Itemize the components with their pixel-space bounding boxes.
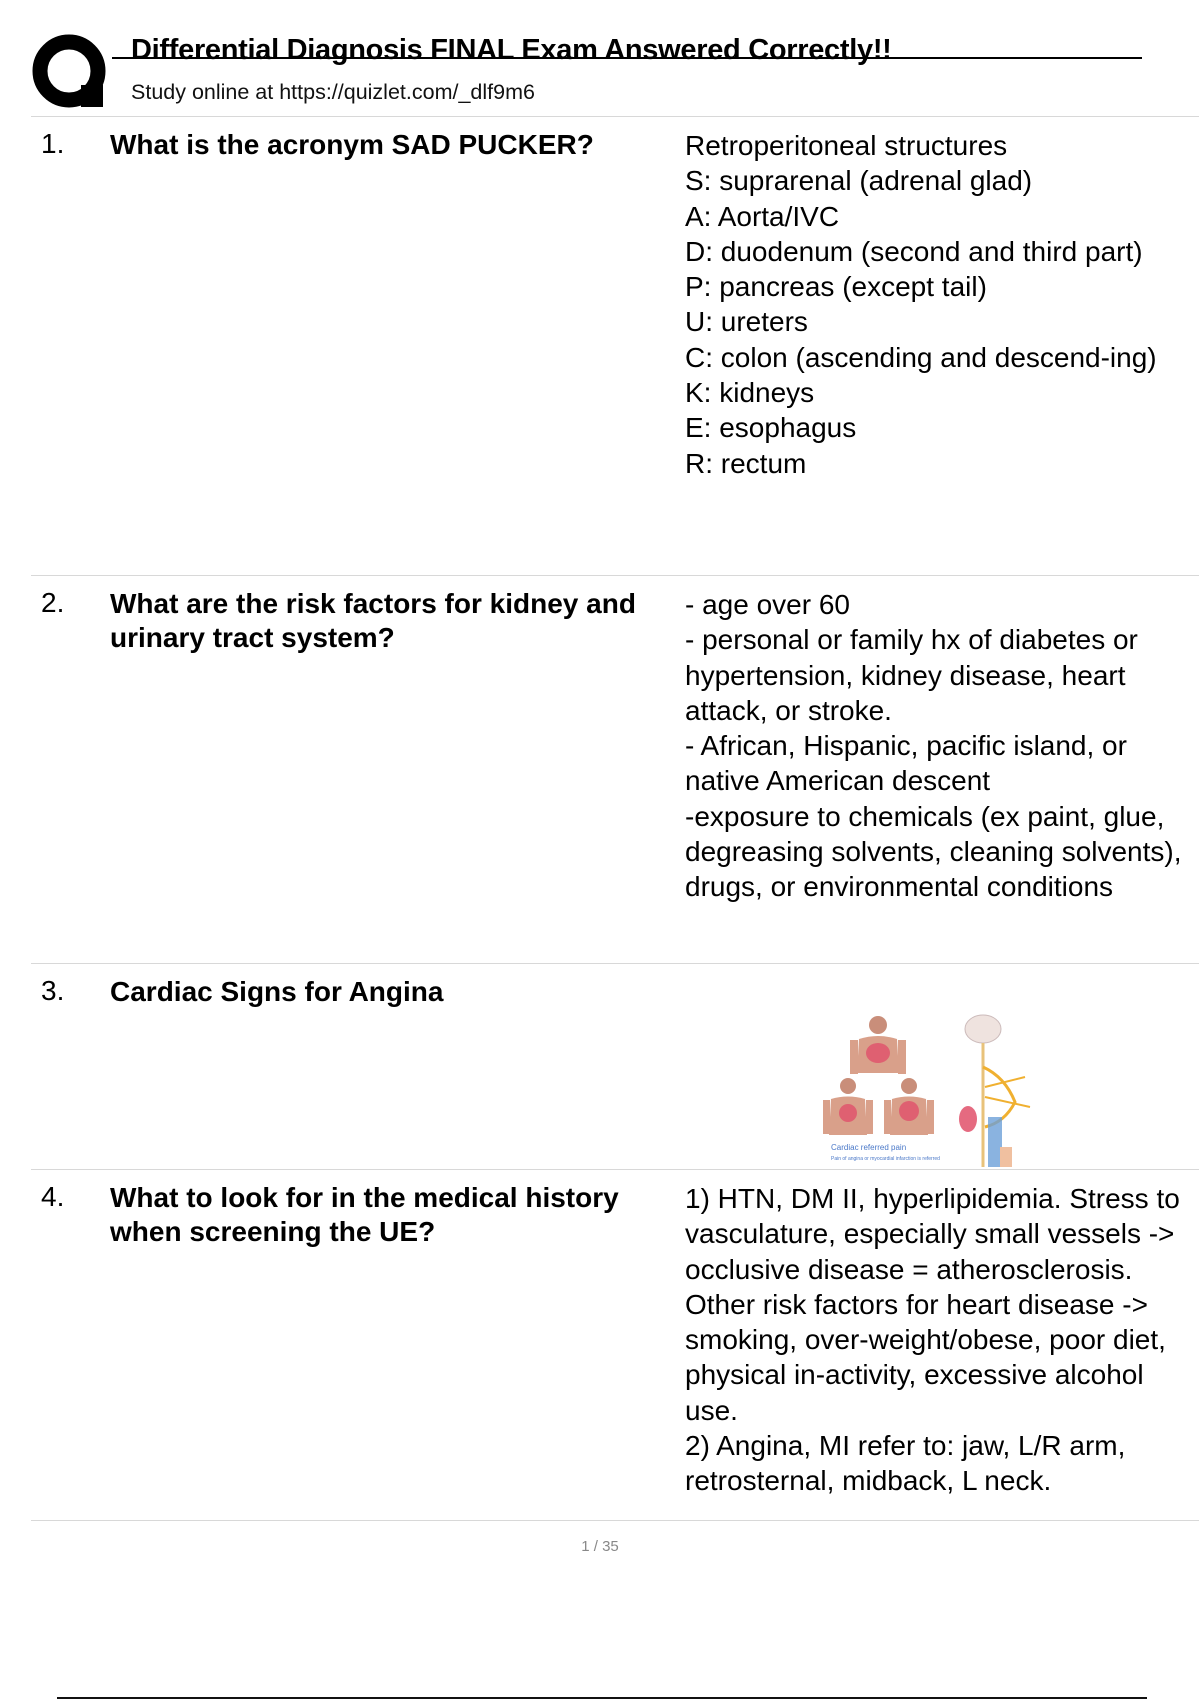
card-answer-image	[685, 964, 1199, 1169]
card-question: Cardiac Signs for Angina	[110, 976, 444, 1007]
page-indicator: 1 / 35	[581, 1538, 619, 1555]
card-question: What are the risk factors for kidney and urinary tract system?	[110, 588, 636, 653]
card-question: What to look for in the medical history when screening the UE?	[110, 1182, 619, 1247]
neural-pathway-diagram	[959, 1015, 1030, 1167]
flashcard-list	[31, 116, 1199, 1521]
card-answer: Retroperitoneal structures S: suprarenal (adrenal glad) A: Aorta/IVC D: duodenum (second and third part) P: pancreas (except tail) U: ureters C: colon (ascending and descend-ing) K: kidneys E: esophagus R: rectum	[685, 130, 1157, 479]
footer-divider	[57, 1697, 1147, 1699]
card-list-end-divider	[31, 1520, 1199, 1521]
card-number: 1.	[41, 128, 65, 159]
image-subcaption: Pain of angina or myocardial infarction is referred	[831, 1156, 940, 1163]
card-number: 3.	[41, 975, 65, 1006]
cardiac-referred-pain-illustration	[685, 1007, 1199, 1187]
flashcard	[31, 575, 1199, 963]
card-answer: - age over 60 - personal or family hx of diabetes or hypertension, kidney disease, heart attack, or stroke. - African, Hispanic, pacific island, or native American descent -exposure to chemicals (ex paint, glue, degreasing solvents, cleaning solvents), drugs, or environmental conditions	[685, 589, 1182, 903]
card-question: What is the acronym SAD PUCKER?	[110, 129, 594, 160]
image-caption: Cardiac referred pain	[831, 1143, 907, 1153]
flashcard	[31, 116, 1199, 575]
study-online-link[interactable]: Study online at https://quizlet.com/_dlf9m6	[131, 80, 535, 104]
flashcard	[31, 963, 1199, 1169]
figure-front-right	[884, 1078, 934, 1135]
document-title: Differential Diagnosis FINAL Exam Answered Correctly!!	[131, 34, 892, 66]
quizlet-logo-icon	[31, 33, 111, 113]
flashcard	[31, 1169, 1199, 1520]
figure-front	[850, 1016, 906, 1074]
figure-back-left	[823, 1078, 873, 1135]
card-answer: 1) HTN, DM II, hyperlipidemia. Stress to vasculature, especially small vessels -> occlusive disease = atherosclerosis. Other risk factors for heart disease -> smoking, over-weight/obese, poor diet, physical in-activity, excessive alcohol use. 2) Angina, MI refer to: jaw, L/R arm, retrosternal, midback, L neck.	[685, 1183, 1180, 1497]
card-number: 2.	[41, 587, 65, 618]
card-number: 4.	[41, 1181, 65, 1212]
